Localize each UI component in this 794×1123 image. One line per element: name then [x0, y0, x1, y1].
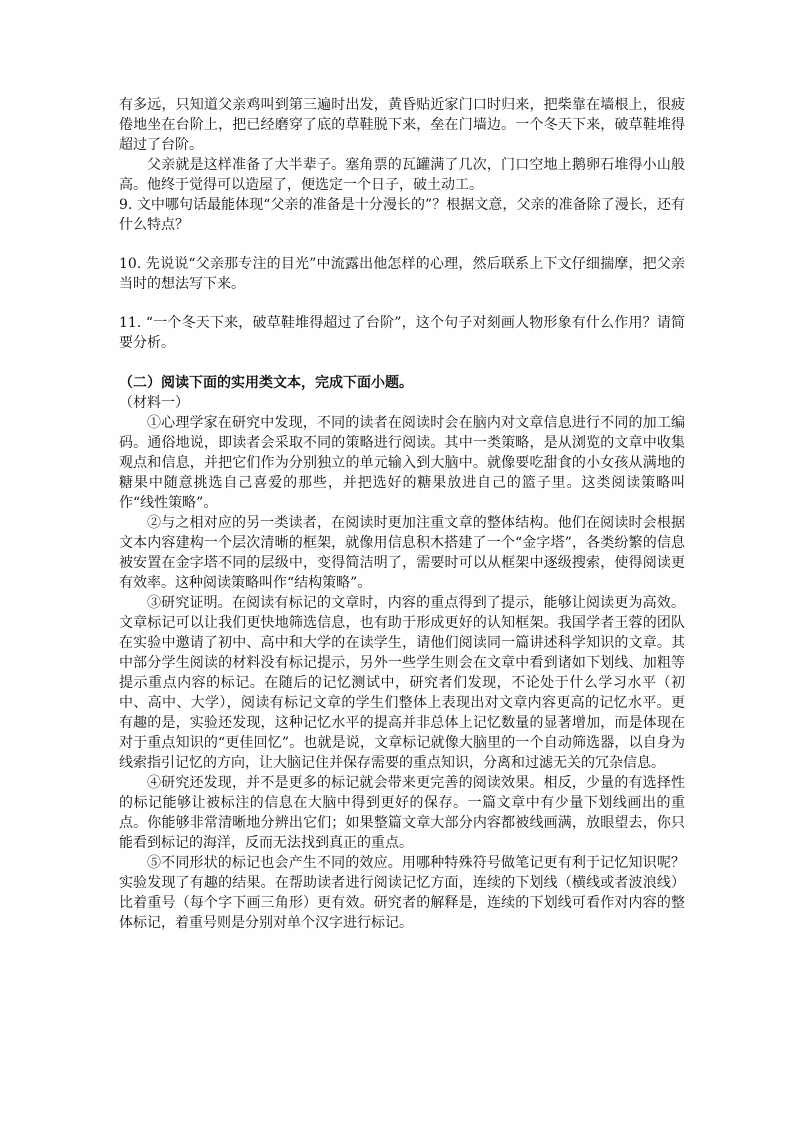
article-paragraph: ⑤不同形状的标记也会产生不同的效应。用哪种特殊符号做笔记更有利于记忆知识呢？实验发现了有趣的结果。在帮助读者进行阅读记忆方面，连续的下划线（横线或者波浪线）比着重号（每个字下画三角形）更有效。研究者的解释是，连续的下划线可看作对内容的整体标记，着重号则是分别对单个汉字进行标记。: [119, 855, 685, 931]
story-paragraph: 父亲就是这样准备了大半辈子。塞角票的瓦罐满了几次，门口空地上鹅卵石堆得小山般高。他终于觉得可以造屋了，便选定一个日子，破土动工。: [119, 157, 685, 193]
article-paragraph: ①心理学家在研究中发现，不同的读者在阅读时会在脑内对文章信息进行不同的加工编码。通俗地说，即读者会采取不同的策略进行阅读。其中一类策略，是从浏览的文章中收集观点和信息，并把它们作为分别独立的单元输入到大脑中。就像要吃甜食的小女孩从满地的糖果中随意挑选自己喜爱的那些，并把选好的糖果放进自己的篮子里。这类阅读策略叫作“线性策略”。: [119, 415, 685, 511]
answer-space: [119, 235, 685, 254]
question-9: 9. 文中哪句话最能体现“父亲的准备是十分漫长的”？根据文意，父亲的准备除了漫长，还有什么特点？: [119, 197, 685, 233]
material-label: （材料一）: [119, 395, 189, 411]
story-paragraph: 有多远，只知道父亲鸡叫到第三遍时出发，黄昏贴近家门口时归来，把柴靠在墙根上，很疲倦地坐在台阶上，把已经磨穿了底的草鞋脱下来，垒在门墙边。一个冬天下来，破草鞋堆得超过了台阶。: [119, 97, 685, 153]
article-paragraph: ②与之相对应的另一类读者，在阅读时更加注重文章的整体结构。他们在阅读时会根据文本内容建构一个层次清晰的框架，就像用信息积木搭建了一个“金字塔”，各类纷繁的信息被安置在金字塔不同的层级中，变得简洁明了，需要时可以从框架中逐级搜索，使得阅读更有效率。这种阅读策略叫作“结构策略”。: [119, 515, 685, 591]
section-heading: （二）阅读下面的实用类文本，完成下面小题。: [119, 375, 413, 391]
question-11: 11. “一个冬天下来，破草鞋堆得超过了台阶”，这个句子对刻画人物形象有什么作用？请简要分析。: [119, 315, 685, 351]
document-page: [119, 95, 685, 933]
question-10: 10. 先说说“父亲那专注的目光”中流露出他怎样的心理，然后联系上下文仔细揣摩，把父亲当时的想法写下来。: [119, 256, 685, 292]
answer-space: [119, 353, 685, 373]
article-paragraph: ③研究证明。在阅读有标记的文章时，内容的重点得到了提示，能够让阅读更为高效。文章标记可以让我们更快地筛选信息，也有助于形成更好的认知框架。我国学者王蓉的团队在实验中邀请了初中、高中和大学的在读学生，请他们阅读同一篇讲述科学知识的文章。其中部分学生阅读的材料没有标记提示，另外一些学生则会在文章中看到诸如下划线、加粗等提示重点内容的标记。在随后的记忆测试中，研究者们发现，不论处于什么学习水平（初中、高中、大学），阅读有标记文章的学生们整体上表现出对文章内容更高的记忆水平。更有趣的是，实验还发现，这种记忆水平的提高并非总体上记忆数量的显著增加，而是体现在对于重点知识的“更佳回忆”。也就是说，文章标记就像大脑里的一个自动筛选器，以自身为线索指引记忆的方向，让大脑记住并保存需要的重点知识，分离和过滤无关的冗杂信息。: [119, 595, 685, 771]
article-paragraph: ④研究还发现，并不是更多的标记就会带来更完善的阅读效果。相反，少量的有选择性的标记能够让被标注的信息在大脑中得到更好的保存。一篇文章中有少量下划线画出的重点。你能够非常清晰地分辨出它们；如果整篇文章大部分内容都被线画满，放眼望去，你只能看到标记的海洋，反而无法找到真正的重点。: [119, 775, 685, 851]
answer-space: [119, 294, 685, 313]
